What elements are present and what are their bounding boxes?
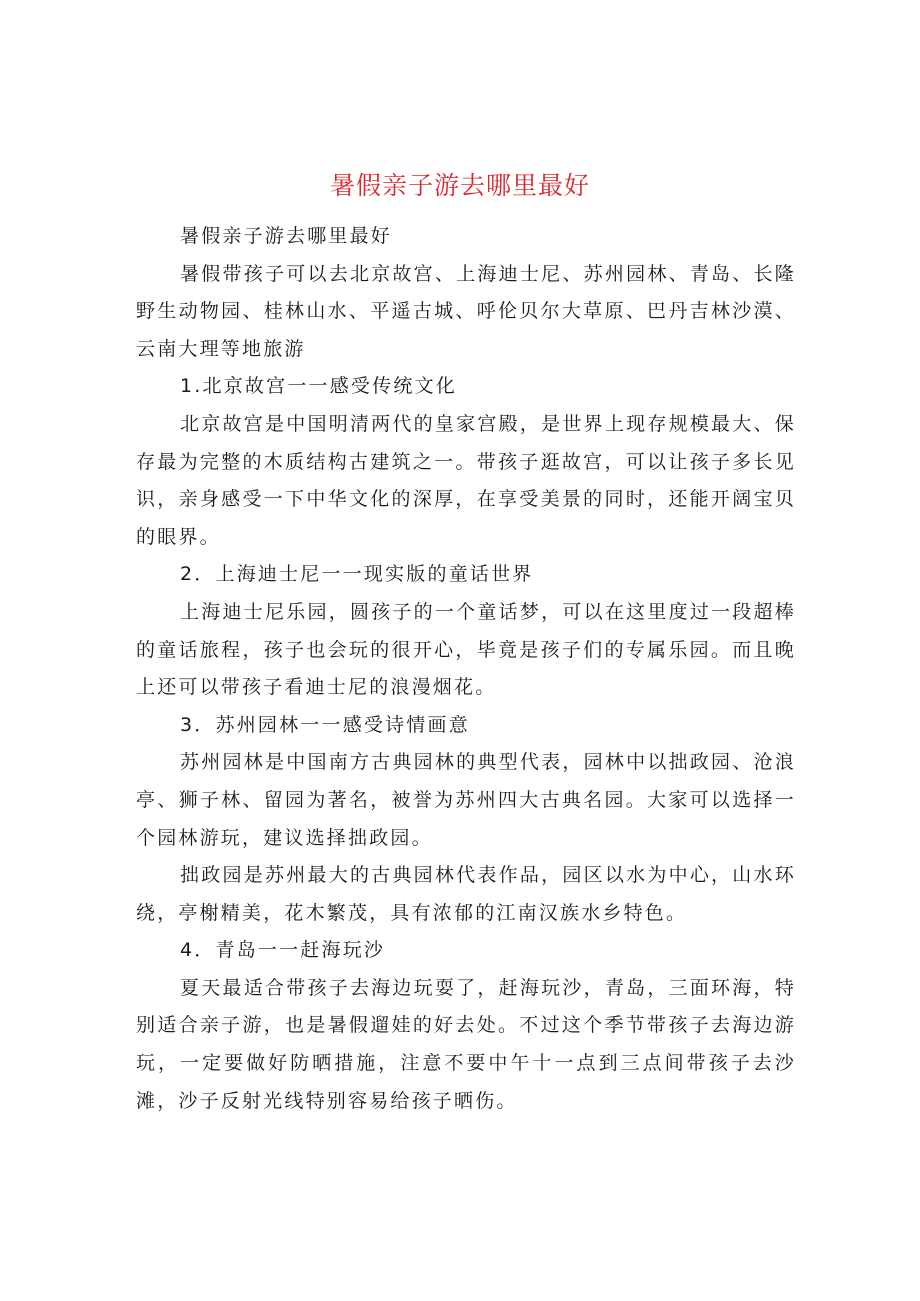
section-heading-qingdao: 4．青岛一一赶海玩沙 bbox=[180, 939, 386, 962]
intro-subtitle: 暑假亲子游去哪里最好 bbox=[180, 225, 393, 247]
section-heading-suzhou-gardens: 3．苏州园林一一感受诗情画意 bbox=[180, 713, 470, 736]
section-heading-forbidden-city: 1.北京故宫一一感受传统文化 bbox=[180, 375, 457, 398]
intro-paragraph: 暑假带孩子可以去北京故宫、上海迪士尼、苏州园林、青岛、长隆野生动物园、桂林山水、平遥古城、呼伦贝尔大草原、巴丹吉林沙漠、云南大理等地旅游 bbox=[136, 262, 796, 360]
section-body-shanghai-disney: 上海迪士尼乐园，圆孩子的一个童话梦，可以在这里度过一段超棒的童话旅程，孩子也会玩的很开心，毕竟是孩子们的专属乐园。而且晚上还可以带孩子看迪士尼的浪漫烟花。 bbox=[136, 600, 796, 699]
section-heading-shanghai-disney: 2．上海迪士尼一一现实版的童话世界 bbox=[180, 563, 534, 586]
document-body bbox=[136, 218, 796, 1120]
document-title: 暑假亲子游去哪里最好 bbox=[329, 171, 590, 200]
section-body-forbidden-city: 北京故宫是中国明清两代的皇家宫殿，是世界上现存规模最大、保存最为完整的木质结构古建筑之一。带孩子逛故宫，可以让孩子多长见识，亲身感受一下中华文化的深厚，在享受美景的同时，还能开阔宝贝的眼界。 bbox=[136, 412, 796, 548]
section-body-suzhou-gardens: 苏州园林是中国南方古典园林的典型代表，园林中以拙政园、沧浪亭、狮子林、留园为著名，被誉为苏州四大古典名园。大家可以选择一个园林游玩，建议选择拙政园。 bbox=[136, 751, 796, 849]
section-body-humble-administrator-garden: 拙政园是苏州最大的古典园林代表作品，园区以水为中心，山水环绕，亭榭精美，花木繁茂，具有浓郁的江南汉族水乡特色。 bbox=[136, 864, 796, 924]
section-body-qingdao: 夏天最适合带孩子去海边玩耍了，赶海玩沙，青岛，三面环海，特别适合亲子游，也是暑假遛娃的好去处。不过这个季节带孩子去海边游玩，一定要做好防晒措施，注意不要中午十一点到三点间带孩子去沙滩，沙子反射光线特别容易给孩子晒伤。 bbox=[136, 976, 796, 1112]
